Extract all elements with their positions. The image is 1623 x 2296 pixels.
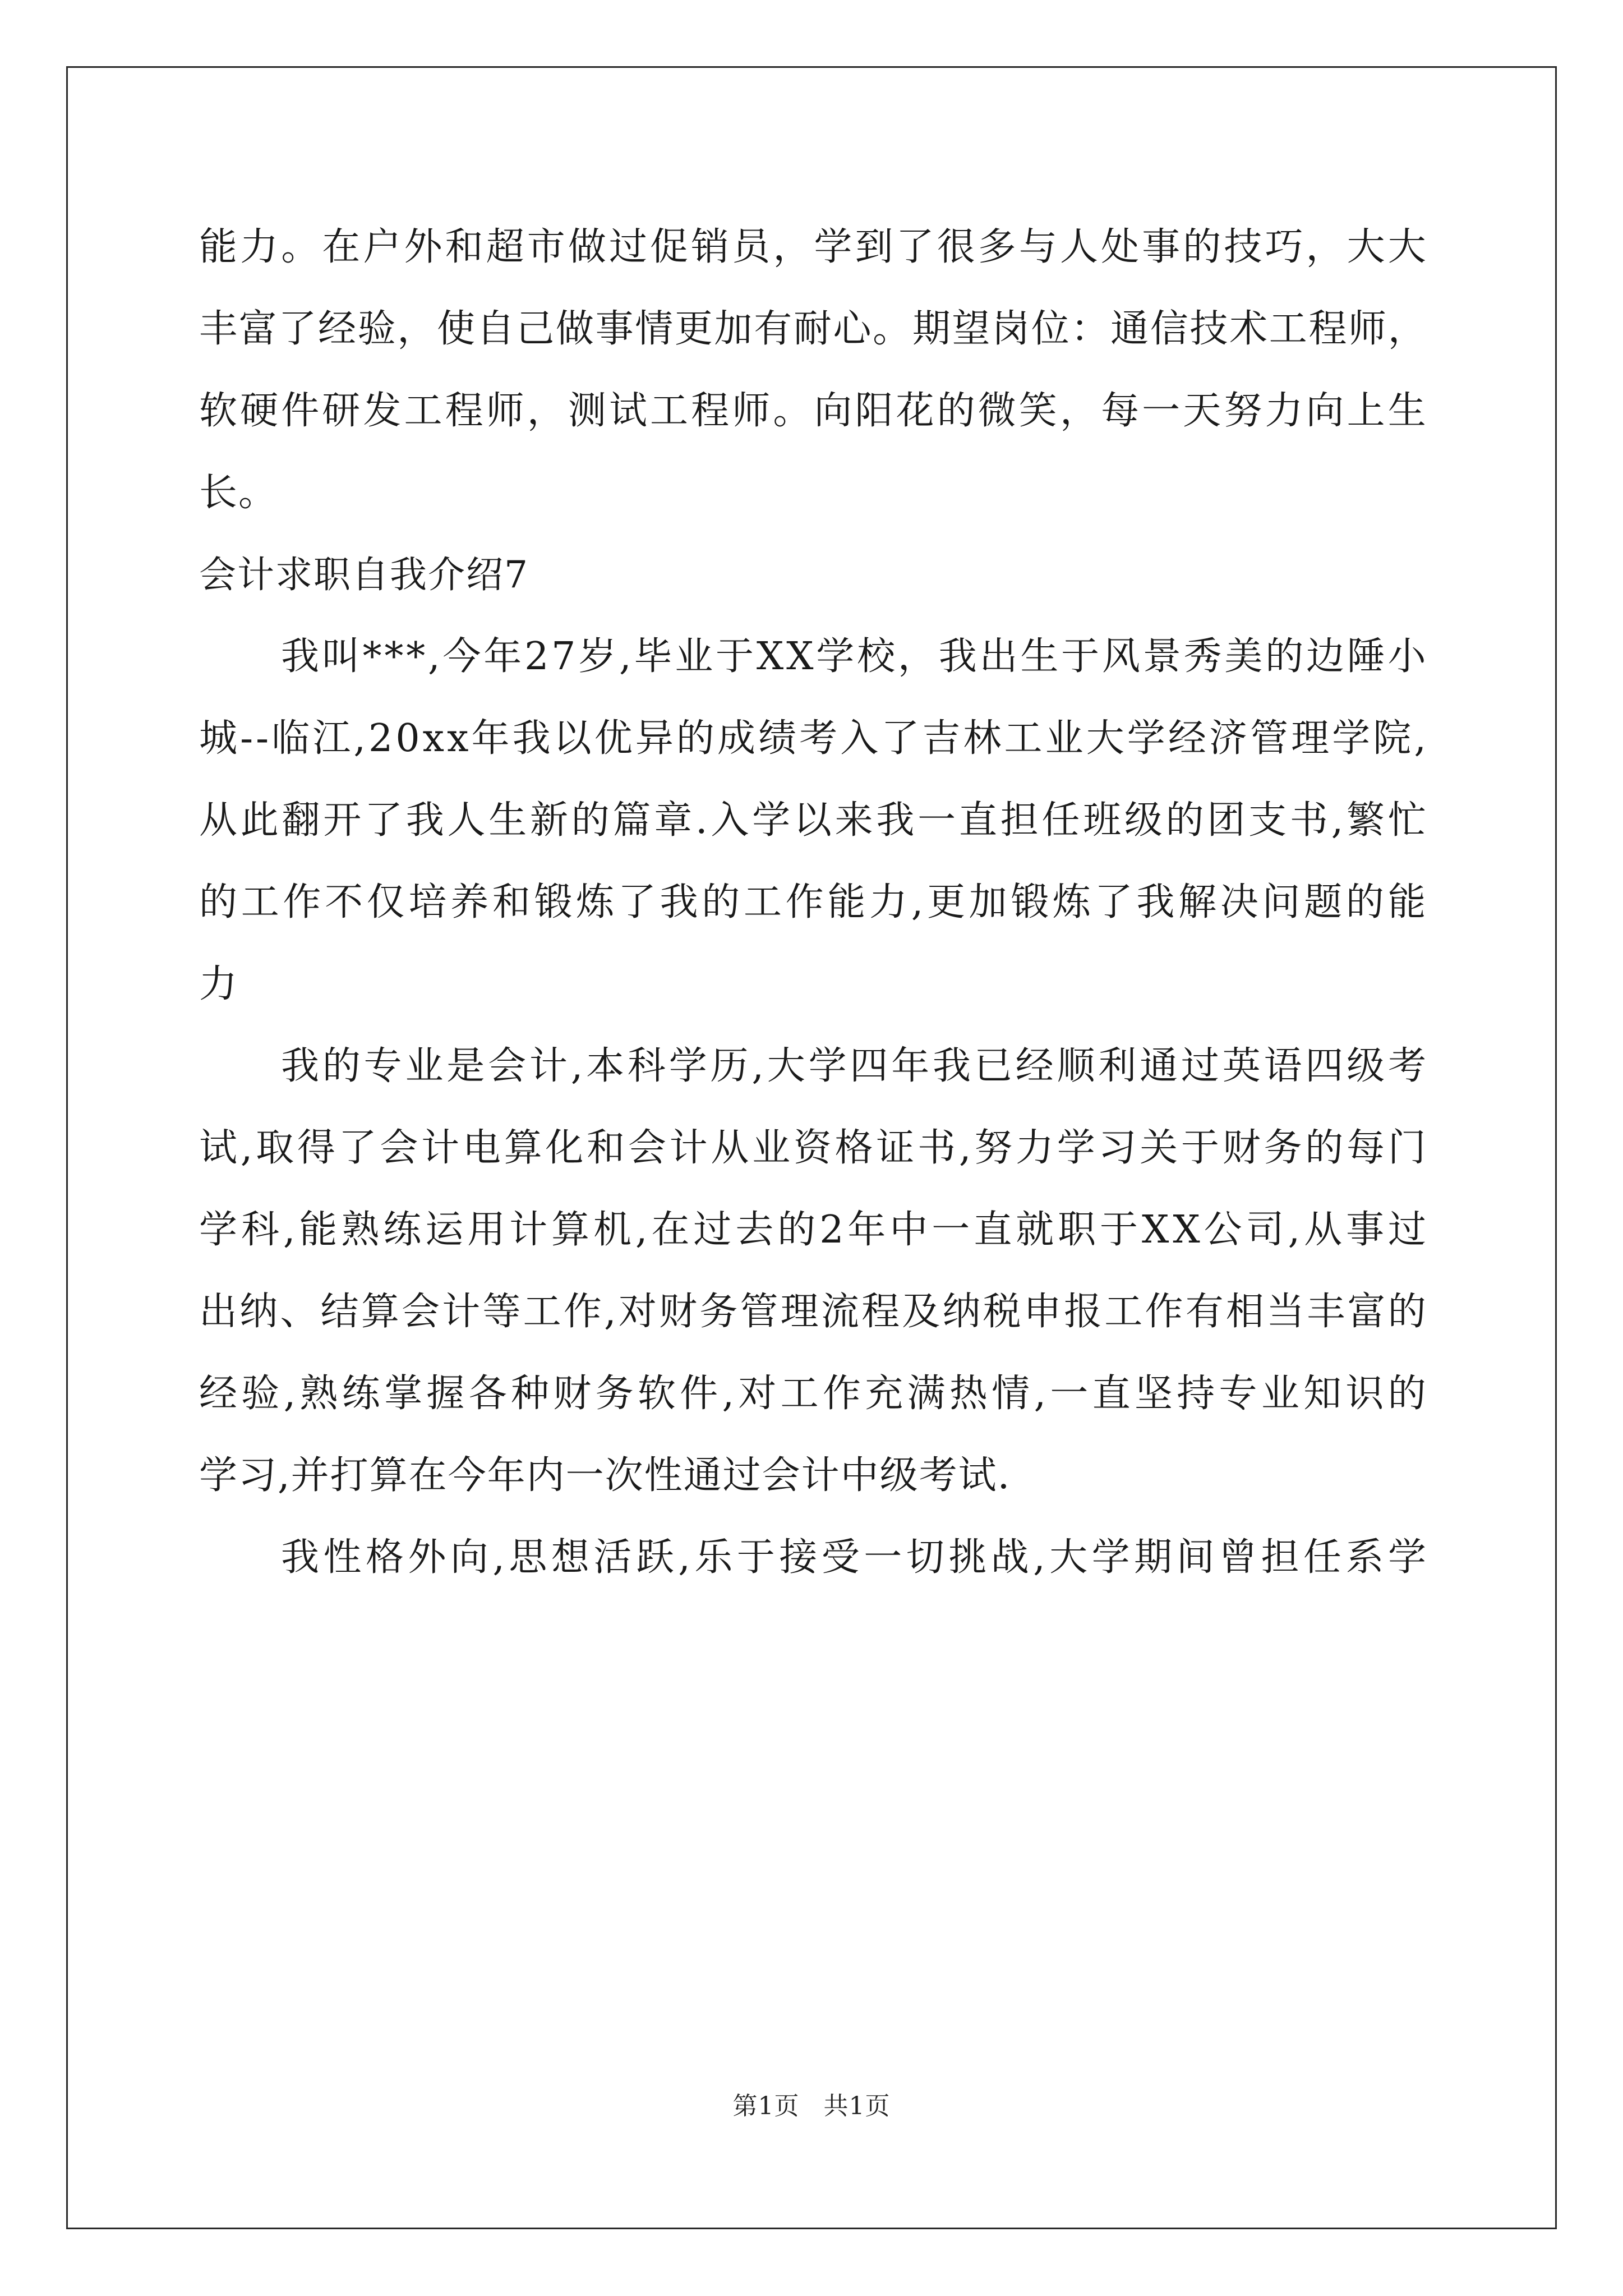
text-line: 出 纳 、 结 算 会 计 等 工 作 , 对 财 务 管 理 流 程 及 纳 税 申 报 工 作 有 相 当 丰 富 的: [199, 1290, 1427, 1334]
text-line: 能 力 。 在 户 外 和 超 市 做 过 促 销 员 ， 学 到 了 很 多 与 人 处 事 的 技 巧 ， 大 大: [199, 225, 1427, 269]
paragraph: [199, 206, 1427, 534]
section-heading: 会计求职自我介绍7: [199, 553, 529, 596]
text-line: 城 - - 临 江 , 2 0 x x 年 我 以 优 异 的 成 绩 考 入 了 吉 林 工 业 大 学 经 济 管 理 学 院 ,: [199, 716, 1427, 761]
page-number: 第1页: [732, 2092, 800, 2120]
page-total: 共1页: [823, 2092, 891, 2120]
text-line: 从 此 翻 开 了 我 人 生 新 的 篇 章 . 入 学 以 来 我 一 直 担 任 班 级 的 团 支 书 , 繁 忙: [199, 798, 1427, 843]
text-line: 试 , 取 得 了 会 计 电 算 化 和 会 计 从 业 资 格 证 书 , 努 力 学 习 关 于 财 务 的 每 门: [199, 1126, 1427, 1170]
text-line: 我 的 专 业 是 会 计 , 本 科 学 历 , 大 学 四 年 我 已 经 顺 利 通 过 英 语 四 级 考: [281, 1044, 1427, 1088]
document-body: [199, 206, 1427, 1599]
page-footer: [0, 2086, 1623, 2122]
text-line: 的 工 作 不 仅 培 养 和 锻 炼 了 我 的 工 作 能 力 , 更 加 锻 炼 了 我 解 决 问 题 的 能: [199, 880, 1427, 924]
paragraph: [199, 616, 1427, 1025]
text-line: 我 性 格 外 向 , 思 想 活 跃 , 乐 于 接 受 一 切 挑 战 , 大 学 期 间 曾 担 任 系 学: [281, 1535, 1427, 1580]
text-line: 力: [199, 962, 239, 1006]
text-line: 我 叫 * * * , 今 年 2 7 岁 , 毕 业 于 X X 学 校 ， 我 出 生 于 风 景 秀 美 的 边 陲 小: [281, 634, 1427, 679]
text-line: 经 验 , 熟 练 掌 握 各 种 财 务 软 件 , 对 工 作 充 满 热 情 , 一 直 坚 持 专 业 知 识 的: [199, 1372, 1427, 1416]
text-line: 学习,并打算在今年内一次性通过会计中级考试.: [199, 1453, 1011, 1498]
paragraph: [199, 1517, 1427, 1599]
text-line: 学 科 , 能 熟 练 运 用 计 算 机 , 在 过 去 的 2 年 中 一 直 就 职 于 X X 公 司 , 从 事 过: [199, 1208, 1427, 1252]
text-line: 长。: [199, 471, 278, 515]
paragraph: [199, 1025, 1427, 1517]
text-line: 软 硬 件 研 发 工 程 师 ， 测 试 工 程 师 。 向 阳 花 的 微 笑 ， 每 一 天 努 力 向 上 生: [199, 389, 1427, 433]
text-line: 丰 富 了 经 验 ， 使 自 己 做 事 情 更 加 有 耐 心 。 期 望 岗 位 ： 通 信 技 术 工 程 师 ，: [199, 307, 1427, 351]
